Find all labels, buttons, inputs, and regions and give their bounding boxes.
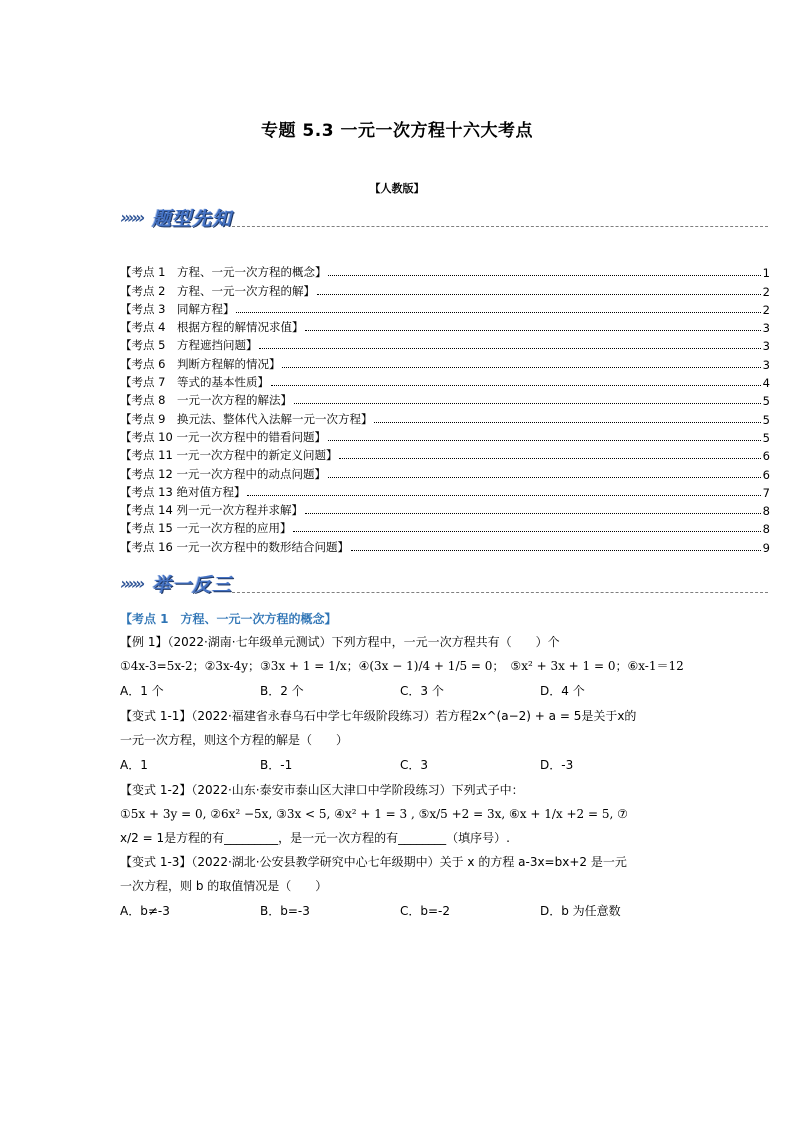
variant-stem: 【变式 1-2】（2022·山东·泰安市泰山区大津口中学阶段练习）下列式子中： (120, 783, 524, 797)
variant-options (120, 898, 770, 924)
option-d: D．b 为任意数 (540, 904, 621, 918)
variant-stem: 【变式 1-3】（2022·湖北·公安县教学研究中心七年级期中）关于 x 的方程 a-3x=bx+2 是一元 (120, 855, 627, 869)
option-b: B．2 个 (260, 684, 304, 698)
banner-title: 题型先知 (152, 208, 233, 230)
section-heading: 【考点 1 方程、一元一次方程的概念】 (120, 612, 337, 626)
toc-item[interactable]: 【考点 8 一元一次方程的解法】 5 (120, 393, 770, 409)
toc-item[interactable]: 【考点 14 列一元一次方程并求解】 8 (120, 503, 770, 519)
toc-item[interactable]: 【考点 6 判断方程解的情况】 3 (120, 356, 770, 372)
toc-item[interactable]: 【考点 2 方程、一元一次方程的解】 2 (120, 283, 770, 299)
toc-item[interactable]: 【考点 7 等式的基本性质】 4 (120, 375, 770, 391)
toc-item[interactable]: 【考点 4 根据方程的解情况求值】 3 (120, 320, 770, 336)
option-d: D．-3 (540, 758, 574, 772)
banner-divider (232, 592, 768, 593)
banner-topic-preview (120, 204, 768, 230)
toc-item[interactable]: 【考点 15 一元一次方程的应用】 8 (120, 521, 770, 537)
option-d: D．4 个 (540, 684, 585, 698)
variant-stem-cont: 一元一次方程，则这个方程的解是（ ） (120, 733, 349, 747)
variant-stem-cont: 一次方程，则 b 的取值情况是（ ） (120, 879, 328, 893)
banner-arrows-icon: »»» (120, 208, 143, 227)
example-equations: ①4x-3=5x-2；②3x-4y；③3x + 1 = 1/x；④(3x − 1)/4 + 1/5 = 0； ⑤x² + 3x + 1 = 0；⑥x-1＝12 (120, 659, 684, 673)
toc-item[interactable]: 【考点 10 一元一次方程中的错看问题】 5 (120, 429, 770, 445)
example-options (120, 678, 770, 704)
option-a: A．b≠-3 (120, 904, 170, 918)
option-b: B．b=-3 (260, 904, 310, 918)
toc-item[interactable]: 【考点 5 方程遮挡问题】 3 (120, 338, 770, 354)
option-a: A．1 (120, 758, 148, 772)
edition-label: 【人教版】 (369, 182, 425, 195)
content-body (120, 610, 770, 924)
option-c: C．3 个 (400, 684, 444, 698)
toc-item[interactable]: 【考点 16 一元一次方程中的数形结合问题】 9 (120, 539, 770, 555)
example-stem: 【例 1】（2022·湖南·七年级单元测试）下列方程中，一元一次方程共有（ ）个 (120, 635, 560, 649)
toc-item[interactable]: 【考点 13 绝对值方程】 7 (120, 484, 770, 500)
toc-item[interactable]: 【考点 12 一元一次方程中的动点问题】 6 (120, 466, 770, 482)
toc-item[interactable]: 【考点 1 方程、一元一次方程的概念】 1 (120, 265, 770, 281)
banner-arrows-icon: »»» (120, 574, 143, 593)
variant-stem: 【变式 1-1】（2022·福建省永春乌石中学七年级阶段练习）若方程2x^(a−2) + a = 5是关于x的 (120, 709, 637, 723)
option-c: C．3 (400, 758, 429, 772)
toc-item[interactable]: 【考点 11 一元一次方程中的新定义问题】 6 (120, 448, 770, 464)
toc-item[interactable]: 【考点 9 换元法、整体代入法解一元一次方程】 5 (120, 411, 770, 427)
banner-divider (232, 226, 768, 227)
banner-title: 举一反三 (152, 574, 233, 596)
banner-practice (120, 570, 768, 596)
variant-equations: ①5x + 3y = 0, ②6x² −5x, ③3x < 5, ④x² + 1 = 3 , ⑤x/5 +2 = 3x, ⑥x + 1/x +2 = 5, ⑦ (120, 807, 628, 821)
page-title: 专题 5.3 一元一次方程十六大考点 (261, 121, 533, 141)
option-a: A．1 个 (120, 684, 164, 698)
variant-fill-blank: x/2 = 1是方程的有_________，是一元一次方程的有________（填序号）. (120, 831, 510, 845)
option-b: B．-1 (260, 758, 293, 772)
option-c: C．b=-2 (400, 904, 451, 918)
variant-options (120, 752, 770, 778)
toc-item[interactable]: 【考点 3 同解方程】 2 (120, 301, 770, 317)
table-of-contents (120, 262, 770, 555)
